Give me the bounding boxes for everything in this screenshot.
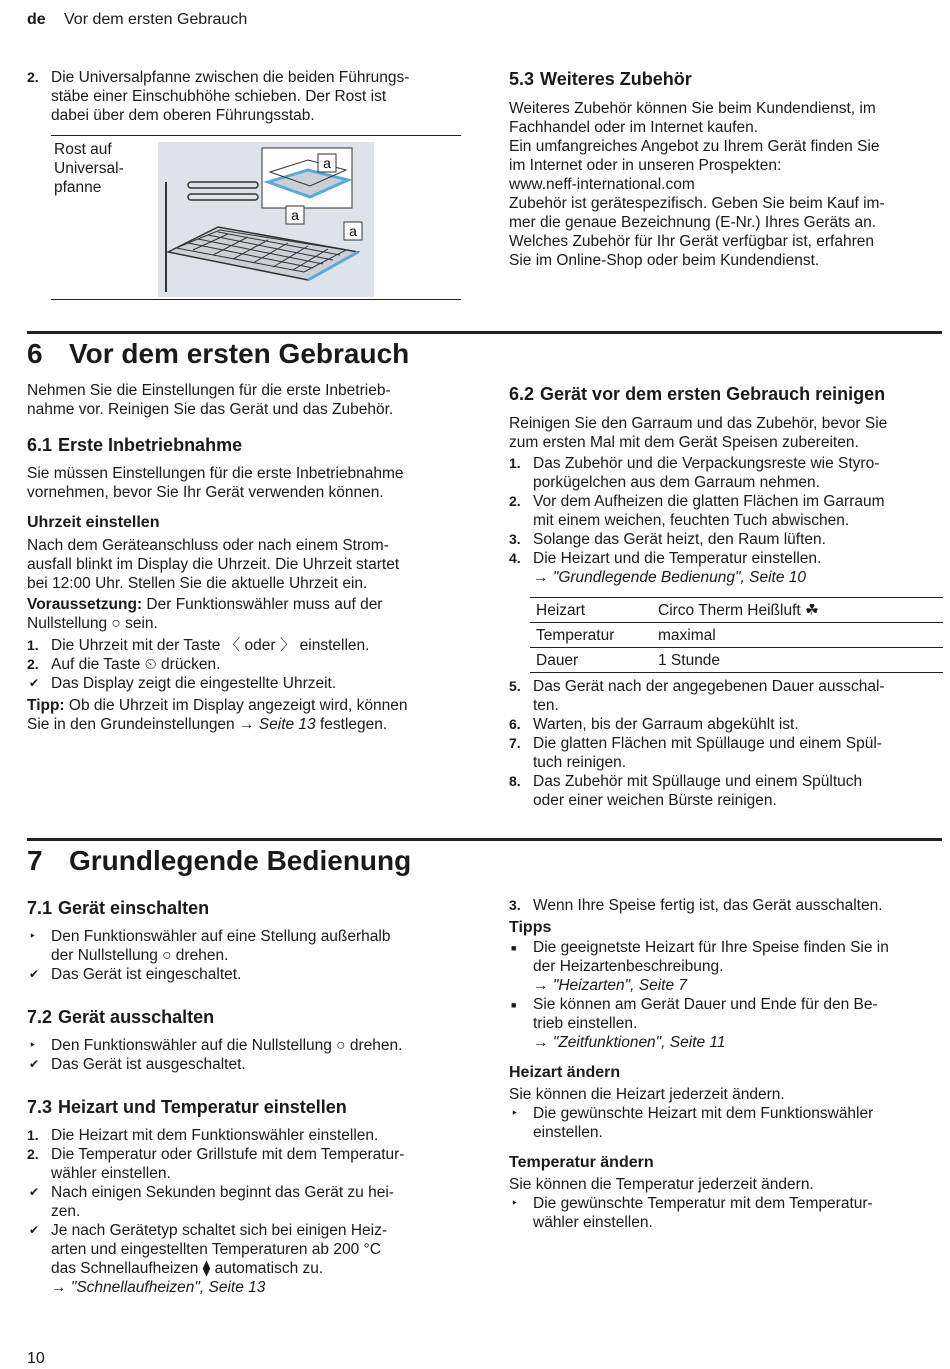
paragraph-line: Fachhandel oder im Internet kaufen. bbox=[509, 119, 759, 136]
action-text: Den Funktionswähler auf die Nullstellung ○ drehen. bbox=[51, 1037, 403, 1054]
step-item bbox=[27, 655, 467, 674]
figure-label bbox=[54, 140, 154, 197]
step-text: Die Temperatur oder Grillstufe mit dem Temperatur- bbox=[51, 1146, 405, 1163]
table-cell: Heizart bbox=[530, 598, 652, 623]
step-item bbox=[509, 677, 943, 715]
table-row bbox=[530, 623, 943, 648]
action-text: Die gewünschte Temperatur mit dem Temperatur- bbox=[533, 1195, 873, 1212]
section-7-3-heading bbox=[27, 1096, 467, 1118]
section-number: 6.1 bbox=[27, 435, 53, 455]
step-item bbox=[509, 715, 943, 734]
tip-text: der Heizartenbeschreibung. bbox=[533, 958, 724, 975]
step-text: porkügelchen aus dem Garraum nehmen. bbox=[533, 474, 820, 491]
step-number: 3. bbox=[509, 897, 521, 913]
language-code: de bbox=[27, 11, 46, 28]
tip-text: Ob die Uhrzeit im Display angezeigt wird, können bbox=[64, 697, 408, 714]
table-cell: maximal bbox=[652, 623, 943, 648]
tip-text: festlegen. bbox=[315, 716, 388, 733]
chapter-title: Vor dem ersten Gebrauch bbox=[69, 338, 410, 369]
reference bbox=[533, 976, 943, 995]
figure-label-line: Universal- bbox=[54, 160, 124, 177]
tip-text: Die geeignetste Heizart für Ihre Speise finden Sie in bbox=[533, 939, 889, 956]
page-reference-link[interactable]: "Grundlegende Bedienung", Seite 10 bbox=[552, 569, 806, 586]
step-number: 2. bbox=[27, 69, 39, 85]
section-number: 7.3 bbox=[27, 1097, 53, 1117]
step-text: Die Heizart mit dem Funktionswähler einstellen. bbox=[51, 1127, 379, 1144]
step-text: Die glatten Flächen mit Spüllauge und einem Spül- bbox=[533, 735, 882, 752]
result-item bbox=[27, 1055, 467, 1074]
section-5-3-heading bbox=[509, 68, 929, 90]
result-item bbox=[27, 674, 467, 693]
step-item bbox=[509, 896, 943, 915]
arrow-icon: → bbox=[533, 569, 549, 586]
table-cell: Circo Therm Heißluft ☘ bbox=[652, 598, 943, 623]
paragraph-line: mer die genaue Bezeichnung (E-Nr.) Ihres Geräts an. bbox=[509, 214, 877, 231]
section-6-2-steps-continued bbox=[509, 677, 943, 810]
table-cell: 1 Stunde bbox=[652, 648, 943, 673]
tip-label: Tipp: bbox=[27, 697, 65, 714]
step-number: 1. bbox=[509, 455, 521, 471]
figure-top-rule bbox=[51, 135, 461, 136]
page-reference-link[interactable]: "Zeitfunktionen", Seite 11 bbox=[552, 1034, 726, 1051]
prerequisite-label: Voraussetzung: bbox=[27, 596, 143, 613]
paragraph-line: Nehmen Sie die Einstellungen für die erste Inbetrieb- bbox=[27, 382, 391, 399]
section-title: Heizart und Temperatur einstellen bbox=[58, 1097, 347, 1117]
step-2-item bbox=[27, 68, 467, 125]
result-text: Das Gerät ist ausgeschaltet. bbox=[51, 1056, 246, 1073]
paragraph-line: zum ersten Mal mit dem Gerät Speisen zubereiten. bbox=[509, 434, 859, 451]
paragraph-line: Reinigen Sie den Garraum und das Zubehör, bevor Sie bbox=[509, 415, 888, 432]
figure-label-line: pfanne bbox=[54, 179, 102, 196]
section-7-heading bbox=[27, 844, 411, 878]
result-text: das Schnellaufheizen ⧫ automatisch zu. bbox=[51, 1260, 324, 1277]
reference bbox=[533, 1033, 943, 1052]
tip bbox=[27, 696, 467, 715]
step-item bbox=[509, 549, 943, 568]
section-7-2-heading bbox=[27, 1006, 467, 1028]
section-title: Gerät ausschalten bbox=[58, 1007, 215, 1027]
section-number: 7.1 bbox=[27, 898, 53, 918]
step-item bbox=[509, 772, 943, 810]
result-item bbox=[27, 1183, 467, 1221]
paragraph-line: Nach dem Geräteanschluss oder nach einem Strom- bbox=[27, 537, 389, 554]
step-number: 1. bbox=[27, 637, 39, 653]
step-text: mit einem weichen, feuchten Tuch abwischen. bbox=[533, 512, 850, 529]
step-item bbox=[27, 1145, 467, 1183]
action-text: wähler einstellen. bbox=[533, 1214, 653, 1231]
reference bbox=[509, 568, 943, 587]
step-item bbox=[509, 530, 943, 549]
result-item bbox=[27, 1221, 467, 1297]
settings-table bbox=[530, 597, 943, 673]
action-item bbox=[509, 1194, 943, 1232]
step-item bbox=[509, 734, 943, 772]
temperatur-heading: Temperatur ändern bbox=[509, 1154, 654, 1171]
step-number: 2. bbox=[27, 656, 39, 672]
action-text: der Nullstellung ○ drehen. bbox=[51, 947, 229, 964]
step-number: 3. bbox=[509, 531, 521, 547]
action-text: Die gewünschte Heizart mit dem Funktionswähler bbox=[533, 1105, 874, 1122]
section-number: 5.3 bbox=[509, 69, 535, 89]
triangle-bullet-icon: ‣ bbox=[29, 929, 37, 943]
step-text: Solange das Gerät heizt, den Raum lüften. bbox=[533, 531, 826, 548]
square-bullet-icon: ■ bbox=[511, 1000, 517, 1010]
reference bbox=[51, 1278, 467, 1297]
result-text: Je nach Gerätetyp schaltet sich bei einigen Heiz- bbox=[51, 1222, 388, 1239]
page-reference-link[interactable]: "Schnellaufheizen", Seite 13 bbox=[70, 1279, 266, 1296]
section-6-left bbox=[27, 381, 467, 734]
prerequisite bbox=[27, 595, 467, 614]
tips-heading: Tipps bbox=[509, 919, 552, 936]
result-text: Nach einigen Sekunden beginnt das Gerät zu hei- bbox=[51, 1184, 394, 1201]
step-item bbox=[509, 492, 943, 530]
section-7-right bbox=[509, 896, 943, 1232]
step-text: Das Zubehör mit Spüllauge und einem Spültuch bbox=[533, 773, 863, 790]
triangle-bullet-icon: ‣ bbox=[511, 1106, 519, 1120]
step-text-line: Die Universalpfanne zwischen die beiden Führungs- bbox=[51, 69, 410, 86]
tip-item bbox=[509, 995, 943, 1052]
page-reference-link[interactable]: Seite 13 bbox=[258, 716, 316, 733]
step-text: oder einer weichen Bürste reinigen. bbox=[533, 792, 777, 809]
step-text: Auf die Taste ⏲ drücken. bbox=[51, 656, 221, 673]
rack-illustration-svg bbox=[158, 142, 374, 297]
tip bbox=[27, 715, 467, 734]
section-6-1-heading bbox=[27, 434, 467, 456]
paragraph-line: Sie im Online-Shop oder beim Kundendienst. bbox=[509, 252, 820, 269]
section-title: Erste Inbetriebnahme bbox=[58, 435, 243, 455]
rack-on-pan-illustration bbox=[158, 142, 374, 297]
chapter-number: 7 bbox=[27, 845, 43, 876]
action-item bbox=[27, 927, 467, 965]
result-text: zen. bbox=[51, 1203, 81, 1220]
callout-a: a bbox=[291, 207, 299, 223]
paragraph-line: im Internet oder in unseren Prospekten: bbox=[509, 157, 782, 174]
callout-a: a bbox=[323, 155, 331, 171]
section-6-2 bbox=[509, 383, 943, 587]
step-text: Das Zubehör und die Verpackungsreste wie Styro- bbox=[533, 455, 880, 472]
running-header-title: Vor dem ersten Gebrauch bbox=[64, 11, 248, 28]
step-text: Vor dem Aufheizen die glatten Flächen im Garraum bbox=[533, 493, 885, 510]
callout-a: a bbox=[349, 223, 357, 239]
paragraph-line: Welches Zubehör für Ihr Gerät verfügbar ist, erfahren bbox=[509, 233, 874, 250]
step-number: 7. bbox=[509, 735, 521, 751]
paragraph-line: Sie können die Temperatur jederzeit ändern. bbox=[509, 1176, 814, 1193]
section-6-heading bbox=[27, 337, 409, 371]
step-number: 4. bbox=[509, 550, 521, 566]
step-number: 6. bbox=[509, 716, 521, 732]
action-text: Den Funktionswähler auf eine Stellung außerhalb bbox=[51, 928, 391, 945]
square-bullet-icon: ■ bbox=[511, 943, 517, 953]
section-number: 7.2 bbox=[27, 1007, 53, 1027]
step-item bbox=[27, 1126, 467, 1145]
action-item bbox=[27, 1036, 467, 1055]
check-icon: ✔ bbox=[29, 1223, 40, 1237]
paragraph-line: Zubehör ist gerätespezifisch. Geben Sie beim Kauf im- bbox=[509, 195, 885, 212]
step-text: Die Heizart und die Temperatur einstellen. bbox=[533, 550, 822, 567]
step-text-line: stäbe einer Einschubhöhe schieben. Der Rost ist bbox=[51, 88, 387, 105]
step-text: ten. bbox=[533, 697, 559, 714]
arrow-icon: → bbox=[51, 1279, 67, 1296]
result-text: Das Display zeigt die eingestellte Uhrzeit. bbox=[51, 675, 337, 692]
section-6-rule bbox=[27, 331, 942, 334]
section-6-2-heading bbox=[509, 383, 943, 405]
step-number: 5. bbox=[509, 678, 521, 694]
table-row bbox=[530, 598, 943, 623]
section-7-rule bbox=[27, 838, 942, 841]
paragraph-line: ausfall blinkt im Display die Uhrzeit. Die Uhrzeit startet bbox=[27, 556, 400, 573]
step-number: 1. bbox=[27, 1127, 39, 1143]
paragraph-line: vornehmen, bevor Sie Ihr Gerät verwenden können. bbox=[27, 484, 384, 501]
prerequisite-text: Der Funktionswähler muss auf der bbox=[142, 596, 383, 613]
chapter-title: Grundlegende Bedienung bbox=[69, 845, 412, 876]
section-number: 6.2 bbox=[509, 384, 535, 404]
step-text-line: dabei über dem oberen Führungsstab. bbox=[51, 107, 315, 124]
step-text: tuch reinigen. bbox=[533, 754, 627, 771]
paragraph-line: Weiteres Zubehör können Sie beim Kundendienst, im bbox=[509, 100, 876, 117]
paragraph-line: Sie können die Heizart jederzeit ändern. bbox=[509, 1086, 785, 1103]
prerequisite-text: Nullstellung ○ sein. bbox=[27, 615, 158, 632]
step-number: 8. bbox=[509, 773, 521, 789]
heizart-heading: Heizart ändern bbox=[509, 1064, 621, 1081]
tip-text: trieb einstellen. bbox=[533, 1015, 638, 1032]
step-2-block bbox=[27, 68, 467, 125]
section-title: Gerät vor dem ersten Gebrauch reinigen bbox=[540, 384, 886, 404]
uhrzeit-heading: Uhrzeit einstellen bbox=[27, 514, 160, 531]
table-cell: Dauer bbox=[530, 648, 652, 673]
step-item bbox=[27, 636, 467, 655]
step-text: Die Uhrzeit mit der Taste 〈 oder 〉 einstellen. bbox=[51, 637, 370, 654]
paragraph-line: Sie müssen Einstellungen für die erste Inbetriebnahme bbox=[27, 465, 404, 482]
result-text: Das Gerät ist eingeschaltet. bbox=[51, 966, 242, 983]
arrow-icon: → bbox=[533, 977, 549, 994]
paragraph-line: nahme vor. Reinigen Sie das Gerät und das Zubehör. bbox=[27, 401, 394, 418]
figure-bottom-rule bbox=[51, 299, 461, 300]
step-text: Warten, bis der Garraum abgekühlt ist. bbox=[533, 716, 799, 733]
tip-text: Sie in den Grundeinstellungen bbox=[27, 716, 239, 733]
paragraph-line: bei 12:00 Uhr. Stellen Sie die aktuelle Uhrzeit ein. bbox=[27, 575, 368, 592]
table-cell: Temperatur bbox=[530, 623, 652, 648]
section-title: Weiteres Zubehör bbox=[540, 69, 692, 89]
section-7-left bbox=[27, 897, 467, 1297]
result-item bbox=[27, 965, 467, 984]
section-title: Gerät einschalten bbox=[58, 898, 210, 918]
step-text: wähler einstellen. bbox=[51, 1165, 171, 1182]
arrow-icon: → bbox=[238, 716, 255, 733]
step-text: Wenn Ihre Speise fertig ist, das Gerät ausschalten. bbox=[533, 897, 883, 914]
check-icon: ✔ bbox=[29, 967, 40, 981]
page-reference-link[interactable]: "Heizarten", Seite 7 bbox=[552, 977, 688, 994]
triangle-bullet-icon: ‣ bbox=[29, 1038, 37, 1052]
check-icon: ✔ bbox=[29, 676, 40, 690]
result-text: arten und eingestellten Temperaturen ab 200 °C bbox=[51, 1241, 381, 1258]
action-text: einstellen. bbox=[533, 1124, 603, 1141]
action-item bbox=[509, 1104, 943, 1142]
check-icon: ✔ bbox=[29, 1057, 40, 1071]
figure-label-line: Rost auf bbox=[54, 141, 112, 158]
website-link[interactable]: www.neff-international.com bbox=[509, 176, 695, 193]
check-icon: ✔ bbox=[29, 1185, 40, 1199]
table-row bbox=[530, 648, 943, 673]
step-text: Das Gerät nach der angegebenen Dauer ausschal- bbox=[533, 678, 885, 695]
section-5-3 bbox=[509, 68, 929, 270]
step-number: 2. bbox=[27, 1146, 39, 1162]
triangle-bullet-icon: ‣ bbox=[511, 1196, 519, 1210]
step-item bbox=[509, 454, 943, 492]
paragraph-line: Ein umfangreiches Angebot zu Ihrem Gerät finden Sie bbox=[509, 138, 880, 155]
page-number: 10 bbox=[27, 1350, 45, 1367]
section-7-1-heading bbox=[27, 897, 467, 919]
step-number: 2. bbox=[509, 493, 521, 509]
arrow-icon: → bbox=[533, 1034, 549, 1051]
tip-item bbox=[509, 938, 943, 995]
chapter-number: 6 bbox=[27, 338, 43, 369]
tip-text: Sie können am Gerät Dauer und Ende für den Be- bbox=[533, 996, 878, 1013]
